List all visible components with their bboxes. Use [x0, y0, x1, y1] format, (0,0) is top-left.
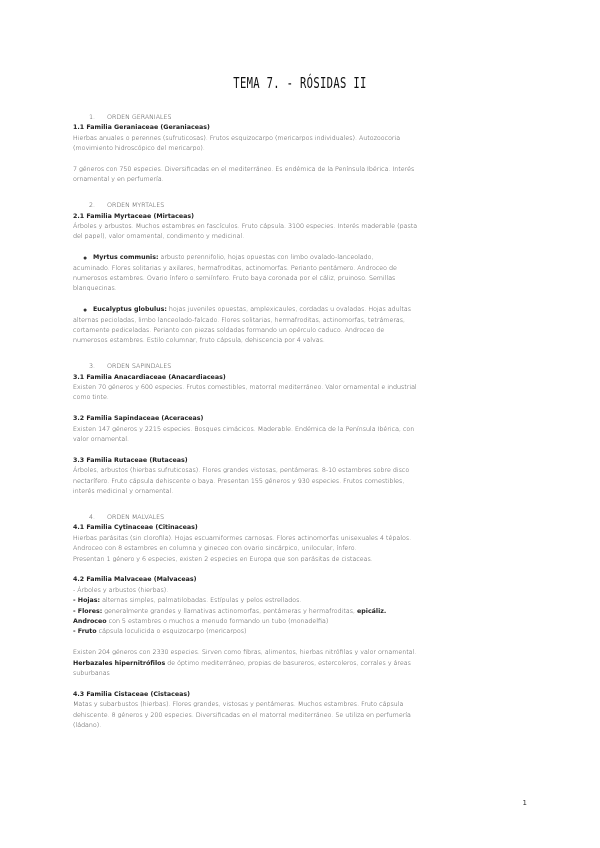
text-line: Existen 147 géneros y 2215 especies. Bosques cimácicos. Maderable. Endémica de la Península Ibérica, con [73, 425, 415, 433]
family-title: 4.3 Familia Cistaceae (Cistaceas) [73, 690, 191, 698]
family-title: 3.2 Familia Sapindaceae (Aceraceas) [73, 415, 204, 423]
text-line: alternas pecioladas, limbo lanceolado-falcado. Flores solitarias, hermafroditas, actinomorfas, tetrámeras, [73, 316, 406, 324]
section-heading-malvales: 4. ORDEN MALVALES [89, 513, 165, 521]
text-line: acuminado. Flores solitarias y axilares, hermafroditas, actinomorfas. Perianto pentámero. Androceo de [73, 264, 397, 272]
text-line: Hierbas anuales o perennes (sufruticosas). Frutos esquizocarpo (mericarpos individuales). Autozoocoria [73, 134, 401, 142]
text-line: - Árboles y arbustos (hierbas). [73, 586, 169, 594]
bullet-icon: ● [83, 306, 88, 315]
text-line: ornamental y en perfumería. [73, 176, 164, 184]
text-line: interés medicinal y ornamental. [73, 488, 174, 496]
document-body [73, 113, 533, 731]
bullet-icon: ● [83, 254, 88, 263]
text-line: Androceo con 5 estambres o muchos a menudo formando un tubo (monadelfia) [73, 617, 329, 625]
page-title: TEMA 7. - RÓSIDAS II [233, 74, 367, 92]
bullet-item-eucalyptus: ● Eucalyptus globulus: hojas juveniles opuestas, amplexicaules, cordadas u ovaladas. Hojas adultas [83, 306, 412, 315]
text-line: blanquecinas. [73, 285, 117, 293]
text-line: Hierbas parásitas (sin clorofila). Hojas escuamiformes carnosas. Flores actinomorfas unisexuales 4 tépalos. [73, 534, 412, 542]
section-heading-geraniales: 1. ORDEN GERANIALES [89, 114, 172, 121]
text-line: Herbazales hipernitrófilos de óptimo mediterráneo, propias de basureros, estercoleros, corrales y áreas [73, 659, 411, 667]
text-line: del papel), valor ornamental, condimento y medicinal. [73, 233, 245, 241]
text-line: Androceo con 8 estambres en columna y gineceo con ovario sincárpico, unilocular, ínfero. [73, 545, 357, 553]
text-line: (ládano). [73, 721, 102, 729]
family-title: 4.2 Familia Malvaceae (Malvaceas) [73, 576, 197, 584]
text-line: Árboles, arbustos (hierbas sufruticosas). Flores grandes vistosas, pentámeras. 8-10 estambres sobre disco [73, 467, 410, 475]
text-line: 7 géneros con 750 especies. Diversificadas en el mediterráneo. Es endémica de la Península Ibérica. Interés [73, 166, 415, 174]
text-line: - Flores: generalmente grandes y llamativas actinomorfas, pentámeras y hermafroditas, epicáliz. [73, 607, 387, 615]
text-line: - Fruto cápsula loculicida o esquizocarpo (mericarpos) [73, 628, 247, 636]
family-title: 3.3 Familia Rutaceae (Rutaceas) [73, 456, 188, 464]
text-line: Árboles y arbustos. Muchos estambres en fascículos. Fruto cápsula. 3100 especies. Interés maderable (pasta [73, 223, 418, 231]
text-line: dehiscente. 8 géneros y 200 especies. Diversificadas en el matorral mediterráneo. Se utiliza en perfumería [73, 711, 411, 719]
section-heading-myrtales: 2. ORDEN MYRTALES [89, 202, 165, 210]
text-line: Existen 70 géneros y 600 especies. Frutos comestibles, matorral mediterráneo. Valor ornamental e industrial [73, 384, 417, 392]
family-title: 4.1 Familia Cytinaceae (Citinaceas) [73, 524, 198, 532]
section-heading-sapindales: 3. ORDEN SAPINDALES [89, 363, 172, 371]
family-title: 3.1 Familia Anacardiaceae (Anacardiaceas) [73, 373, 226, 381]
page-number: 1 [522, 799, 527, 807]
text-line: nectarífero. Fruto cápsula dehiscente o baya. Presentan 155 géneros y 930 especies. Frutos comestibles, [73, 477, 405, 485]
text-line: como tinte. [73, 394, 109, 402]
text-line: suburbanas [73, 669, 110, 677]
bullet-item-myrtus: ● Myrtus communis: arbusto perennifolio, hojas opuestas con limbo ovalado-lanceolado, [83, 254, 374, 263]
text-line: valor ornamental. [73, 436, 130, 444]
text-line: (movimiento hidroscópico del mericarpo). [73, 145, 205, 153]
text-line: cortamente pediceladas. Perianto con piezas soldadas formando un opérculo caduco. Androceo de [73, 327, 385, 335]
text-line: Presentan 1 género y 6 especies, existen 2 especies en Europa que son parásitas de cistaceas. [73, 555, 373, 563]
family-title: 1.1 Familia Geraniaceae (Geraniaceas) [73, 124, 210, 132]
text-line: - Hojas: alternas simples, palmatilobadas. Estípulas y pelos estrellados. [73, 597, 302, 605]
text-line: Matas y subarbustos (hierbas). Flores grandes, vistosas y pentámeras. Muchos estambres. Fruto cápsula [73, 701, 404, 709]
text-line: Existen 204 géneros con 2330 especies. Sirven como fibras, alimentos, hierbas nitrófilas y valor ornamental. [73, 649, 417, 657]
family-title: 2.1 Familia Myrtaceae (Mirtaceas) [73, 212, 195, 220]
text-line: numerosos estambres. Ovario ínfero o semiínfero. Fruto baya coronada por el cáliz, pruinoso. Semillas [73, 275, 396, 283]
text-line: numerosos estambres. Estilo columnar, fruto cápsula, dehiscencia por 4 valvas. [73, 337, 325, 345]
